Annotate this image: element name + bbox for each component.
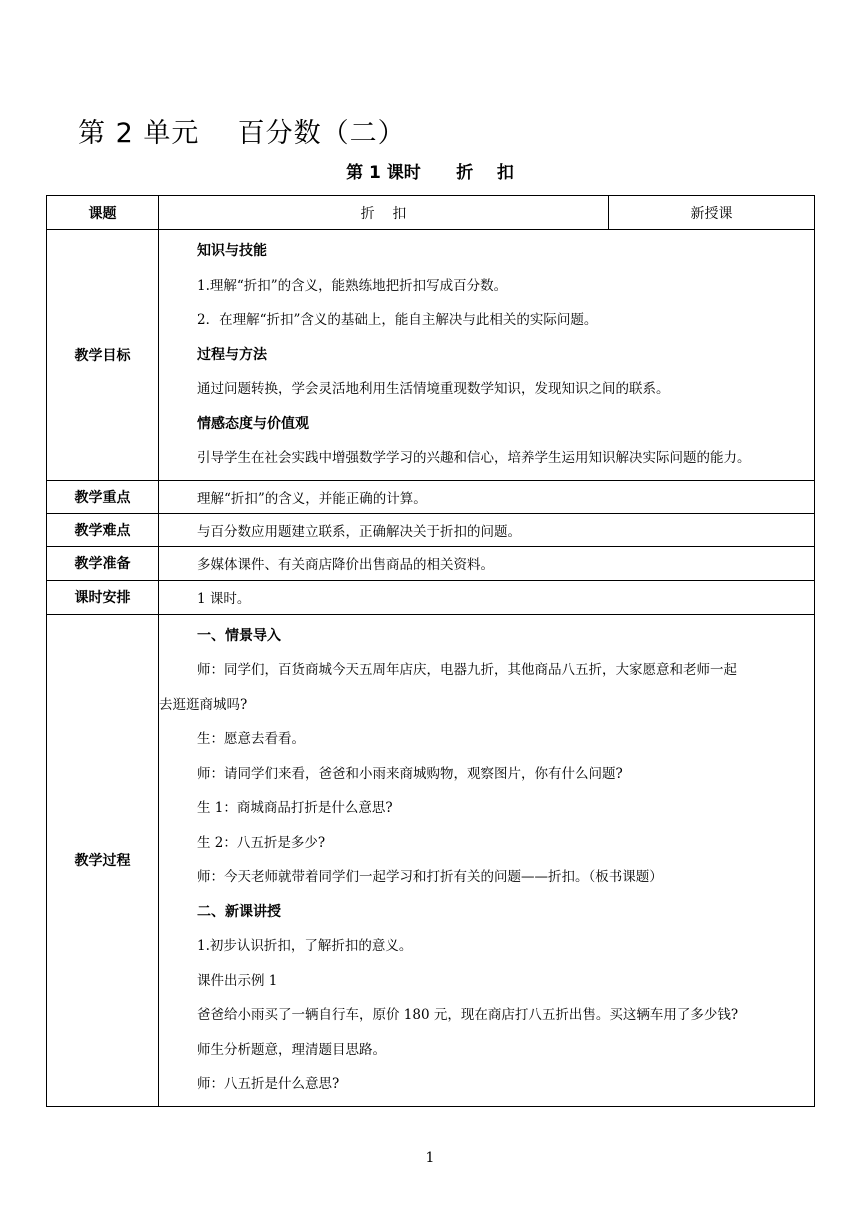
objective-line: 引导学生在社会实践中增强数学学习的兴趣和信心，培养学生运用知识解决实际问题的能力。 <box>197 450 751 466</box>
preparation-row <box>47 546 815 580</box>
objective-line: 2．在理解“折扣”含义的基础上，能自主解决与此相关的实际问题。 <box>197 312 598 328</box>
process-line: 师：请同学们来看，爸爸和小雨来商城购物，观察图片，你有什么问题? <box>197 765 623 782</box>
process-content <box>159 614 815 1106</box>
key-point-value: 理解“折扣”的含义，并能正确的计算。 <box>159 480 815 513</box>
process-list <box>159 619 810 1102</box>
process-line: 课件出示例 1 <box>197 972 278 989</box>
objective-heading: 知识与技能 <box>197 243 267 259</box>
objective-heading: 过程与方法 <box>197 346 267 363</box>
schedule-value: 1 课时。 <box>159 580 815 614</box>
process-line: 师：同学们，百货商城今天五周年店庆，电器九折，其他商品八五折，大家愿意和老师一起 <box>197 662 737 678</box>
objectives-row <box>47 230 815 481</box>
process-row <box>47 614 815 1106</box>
difficulty-row <box>47 513 815 546</box>
objectives-content <box>159 230 815 481</box>
process-heading: 二、新课讲授 <box>197 903 281 920</box>
key-point-label: 教学重点 <box>47 480 159 513</box>
objective-heading: 情感态度与价值观 <box>197 415 309 432</box>
lesson-plan-table <box>46 195 815 1107</box>
process-line: 生 1：商城商品打折是什么意思? <box>197 800 393 816</box>
objective-line: 1.理解“折扣”的含义，能熟练地把折扣写成百分数。 <box>197 277 508 294</box>
difficulty-value: 与百分数应用题建立联系，正确解决关于折扣的问题。 <box>159 513 815 546</box>
process-line: 师生分析题意，理清题目思路。 <box>197 1041 386 1058</box>
difficulty-label: 教学难点 <box>47 513 159 546</box>
lesson-type: 新授课 <box>609 196 815 230</box>
objectives-label: 教学目标 <box>47 230 159 481</box>
key-point-row <box>47 480 815 513</box>
schedule-row <box>47 580 815 614</box>
process-line: 生：愿意去看看。 <box>197 731 305 747</box>
preparation-value: 多媒体课件、有关商店降价出售商品的相关资料。 <box>159 546 815 580</box>
process-line: 生 2：八五折是多少? <box>197 834 326 851</box>
objective-line: 通过问题转换，学会灵活地利用生活情境重现数学知识，发现知识之间的联系。 <box>197 381 670 397</box>
page-number: 1 <box>425 1150 435 1166</box>
unit-title: 第 2 单元 百分数（二） <box>78 118 406 149</box>
topic-value: 折 扣 <box>159 196 609 230</box>
lesson-title: 第 1 课时 折 扣 <box>346 163 514 183</box>
process-line: 师：今天老师就带着同学们一起学习和打折有关的问题——折扣。（板书课题） <box>197 869 663 885</box>
process-line: 师：八五折是什么意思? <box>197 1076 340 1092</box>
process-line: 去逛逛商城吗? <box>159 696 248 713</box>
process-line: 1.初步认识折扣，了解折扣的意义。 <box>197 938 413 954</box>
process-heading: 一、情景导入 <box>197 627 281 644</box>
process-label: 教学过程 <box>47 614 159 1106</box>
topic-row <box>47 196 815 230</box>
schedule-label: 课时安排 <box>47 580 159 614</box>
topic-label: 课题 <box>47 196 159 230</box>
process-line: 爸爸给小雨买了一辆自行车，原价 180 元，现在商店打八五折出售。买这辆车用了多少钱? <box>197 1007 739 1023</box>
preparation-label: 教学准备 <box>47 546 159 580</box>
objectives-list <box>197 234 810 476</box>
